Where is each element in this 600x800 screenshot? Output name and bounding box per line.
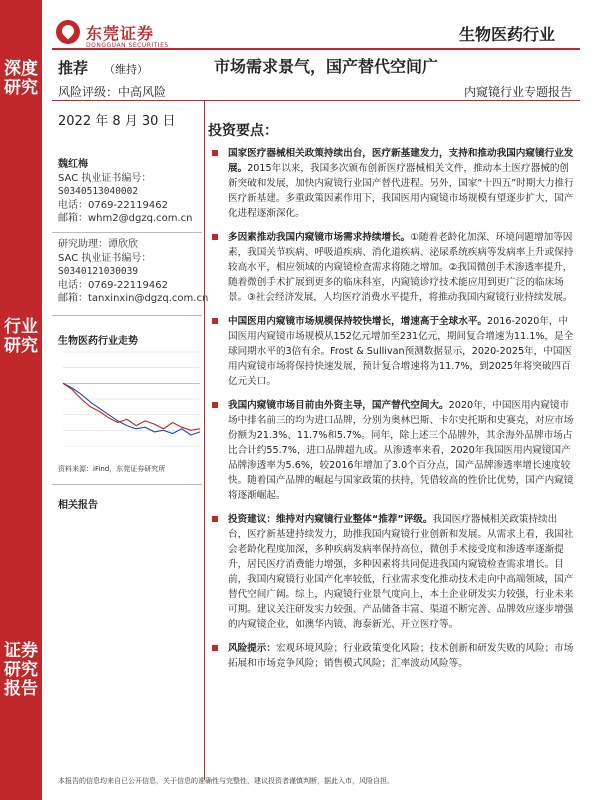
key-point-lead: 中国医用内窥镜市场规模保持较快增长，增速高于全球水平。 <box>228 316 488 327</box>
trend-chart <box>55 346 205 456</box>
series-line-1 <box>63 383 200 430</box>
analyst-divider <box>52 232 202 233</box>
analyst-cert-no: S0340513040002 <box>58 186 139 197</box>
chart-lines <box>63 383 200 435</box>
assistant-divider <box>52 315 202 316</box>
assistant-cert-no: S0340121030039 <box>58 266 139 277</box>
report-date: 2022 年 8 月 30 日 <box>58 114 176 129</box>
rating-row <box>58 57 148 78</box>
chart-grid <box>63 352 200 446</box>
bullet-square-icon <box>212 645 218 651</box>
series-line-0 <box>63 383 200 435</box>
key-point <box>208 641 576 671</box>
header-divider <box>52 48 580 50</box>
report-type: 内窥镜行业专题报告 <box>463 85 572 99</box>
key-point-text: 2020年，中国医用内窥镜市场中排名前三的均为进口品牌，分别为奥林巴斯、卡尔史托斯和史赛克，对应市场份额为21.3%、11.7%和5.7%。同年，除上述三个品牌外，其余海外品牌市场占比合计约55.7%，进口品牌超九成。从渗透率来看，2020年我国医用内窥镜国产品牌渗透率为5.6%，较2016年增加了3.0个百分点，国产品牌渗透率增长速度较快。随着国产品牌的崛起与国家政策的扶持，凭借较高的性价比优势，国产内窥镜将逐渐崛起。 <box>228 400 574 501</box>
band-label-industry-research: 行业研究 <box>4 317 38 356</box>
band-label-deep-research: 深度研究 <box>4 59 38 98</box>
chart-divider <box>52 484 202 485</box>
bullet-square-icon <box>212 150 218 156</box>
rating: 推荐 <box>58 59 89 77</box>
analyst-email[interactable]: 邮箱：whm2@dgzq.com.cn <box>58 213 193 224</box>
bullet-square-icon <box>212 402 218 408</box>
column-divider <box>204 100 205 780</box>
assistant-email[interactable]: 邮箱：tanxinxin@dgzq.com.cn <box>58 293 209 304</box>
related-reports-heading: 相关报告 <box>58 500 98 511</box>
key-point <box>208 398 576 503</box>
key-point-lead: 投资建议：维持对内窥镜行业整体“推荐”评级。 <box>228 514 433 525</box>
bullet-square-icon <box>212 516 218 522</box>
subheader-divider <box>52 100 580 101</box>
assistant-phone: 电话：0769-22119462 <box>58 279 168 291</box>
analyst-block <box>58 158 192 226</box>
chart-source: 资料来源：iFind，东莞证券研究所 <box>58 465 166 473</box>
band-label-securities-report: 证券研究报告 <box>4 641 38 699</box>
key-points-list <box>208 146 576 680</box>
key-point-lead: 我国内窥镜市场目前由外资主导，国产替代空间大。 <box>228 400 449 411</box>
key-point-text: 宏观环境风险；行业政策变化风险；技术创新和研发失败的风险；市场拓展和市场竞争风险；销售模式风险；汇率波动风险等。 <box>228 643 574 669</box>
key-point-lead: 风险提示： <box>228 643 276 654</box>
trend-chart-title: 生物医药行业走势 <box>58 336 138 347</box>
key-point-text: ①随着老龄化加深、环境问题增加等因素，我国关节疾病、呼吸道疾病、消化道疾病、泌尿系统疾病等发病率上升或保持较高水平，相应领域的内窥镜检查需求将随之增加。②我国微创手术渗透率提升，随着微创手术扩展到更多的临床科室，内窥镜诊疗技术能应用到更广泛的临床场景。③社会经济发展，人均医疗消费水平提升，将推动我国内窥镜行业持续发展。 <box>228 232 574 303</box>
key-point <box>208 230 576 305</box>
brand-logo <box>56 20 169 49</box>
logo-english-name: DONGGUAN SECURITIES <box>86 42 169 49</box>
key-point <box>208 314 576 389</box>
key-point-lead: 国家医疗器械相关政策持续出台，医疗新基建发力，支持和推动我国内窥镜行业发展。 <box>228 148 574 174</box>
key-point <box>208 512 576 632</box>
assistant-name: 研究助理：谭欣欣 <box>58 239 138 250</box>
bullet-square-icon <box>212 234 218 240</box>
key-point-text: 2016-2020年，中国医用内窥镜市场规模从152亿元增加至231亿元，期间复合增速为11.1%，是全球同期水平的3倍有余。Frost & Sullivan预测数据显示，2020-2025年，中国医用内窥镜市场将保持快速发展，预计复合增速将为11.7%，到2025年将突破四百亿元关口。 <box>228 316 574 387</box>
analyst-name: 魏红梅 <box>58 159 88 170</box>
bullet-square-icon <box>212 318 218 324</box>
logo-mark-icon <box>56 20 80 44</box>
key-point-text: 2015年以来，我国多次颁布创新医疗器械相关文件，推动本土医疗器械的创新突破和发展，加快内窥镜行业国产替代进程。另外，国家“十四五”时期大力推行医疗新基建。多重政策因素作用下，我国医用内窥镜市场规模有望逐步扩大，国产化进程逐渐深化。 <box>228 163 574 219</box>
report-title: 市场需求景气，国产替代空间广 <box>214 57 439 76</box>
assistant-cert-label: SAC 执业证书编号： <box>58 252 152 264</box>
industry-title: 生物医药行业 <box>458 25 555 44</box>
analyst-phone: 电话：0769-22119462 <box>58 199 168 211</box>
analyst-cert-label: SAC 执业证书编号： <box>58 172 152 184</box>
rating-status: （维持） <box>104 63 149 76</box>
disclaimer: 本报告的信息均来自已公开信息，关于信息的准确性与完整性，建议投资者谨慎判断，据此入市，风险自担。 <box>58 777 394 785</box>
key-points-title: 投资要点： <box>208 123 278 139</box>
risk-level: 风险评级：中高风险 <box>58 85 167 99</box>
key-point <box>208 146 576 221</box>
key-point-text: 我国医疗器械相关政策持续出台，医疗新基建持续发力，助推我国内窥镜行业创新和发展。从需求上看，我国社会老龄化程度加深，多种疾病发病率保持高位，微创手术接受度和渗透率逐渐提升，居民医疗消费能力增强，多种因素将共同促进我国内窥镜检查需求增长。目前，我国内窥镜行业国产化率较低，行业需求变化推动技术走向中高端领域，国产替代空间广阔。综上，内窥镜行业景气度向上，本土企业研发实力较强，行业未来可期。建议关注研发实力较强、产品储备丰富、渠道不断完善、品牌效应逐步增强的内窥镜企业，如澳华内镜、海泰新光、开立医疗等。 <box>228 514 574 630</box>
assistant-block <box>58 238 208 306</box>
key-point-lead: 多因素推动我国内窥镜市场需求持续增长。 <box>228 232 411 243</box>
logo-name: 东莞证券 <box>86 23 155 43</box>
